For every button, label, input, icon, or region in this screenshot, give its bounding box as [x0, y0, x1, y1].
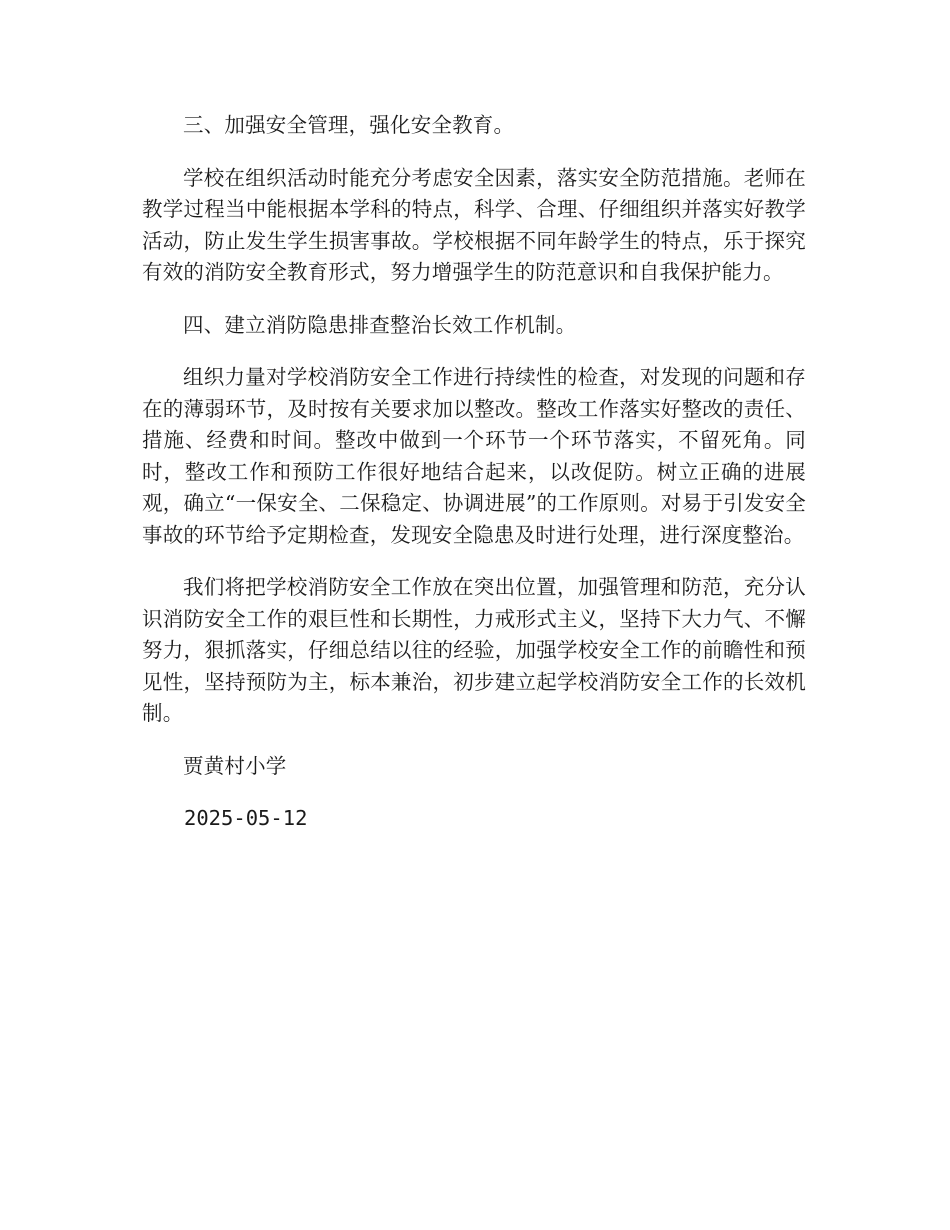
document-body — [142, 110, 806, 835]
section-3-paragraph: 学校在组织活动时能充分考虑安全因素，落实安全防范措施。老师在教学过程当中能根据本学科的特点，科学、合理、仔细组织并落实好教学活动，防止发生学生损害事故。学校根据不同年龄学生的特点，乐于探究有效的消防安全教育形式，努力增强学生的防范意识和自我保护能力。 — [142, 165, 806, 284]
signature-school-name: 贾黄村小学 — [183, 753, 287, 778]
section-3-heading: 三、加强安全管理，强化安全教育。 — [183, 113, 515, 137]
section-4-heading: 四、建立消防隐患排查整治长效工作机制。 — [183, 312, 577, 337]
closing-paragraph: 我们将把学校消防安全工作放在突出位置，加强管理和防范，充分认识消防安全工作的艰巨性和长期性，力戒形式主义，坚持下大力气、不懈努力，狠抓落实，仔细总结以往的经验，加强学校安全工作的前瞻性和预见性，坚持预防为主，标本兼治，初步建立起学校消防安全工作的长效机制。 — [142, 575, 806, 725]
section-4-paragraph: 组织力量对学校消防安全工作进行持续性的检查，对发现的问题和存在的薄弱环节，及时按有关要求加以整改。整改工作落实好整改的责任、措施、经费和时间。整改中做到一个环节一个环节落实，不留死角。同时，整改工作和预防工作很好地结合起来，以改促防。树立正确的进展观，确立“一保安全、二保稳定、协调进展”的工作原则。对易于引发安全事故的环节给予定期检查，发现安全隐患及时进行处理，进行深度整治。 — [142, 365, 806, 547]
document-date: 2025-05-12 — [184, 806, 308, 830]
